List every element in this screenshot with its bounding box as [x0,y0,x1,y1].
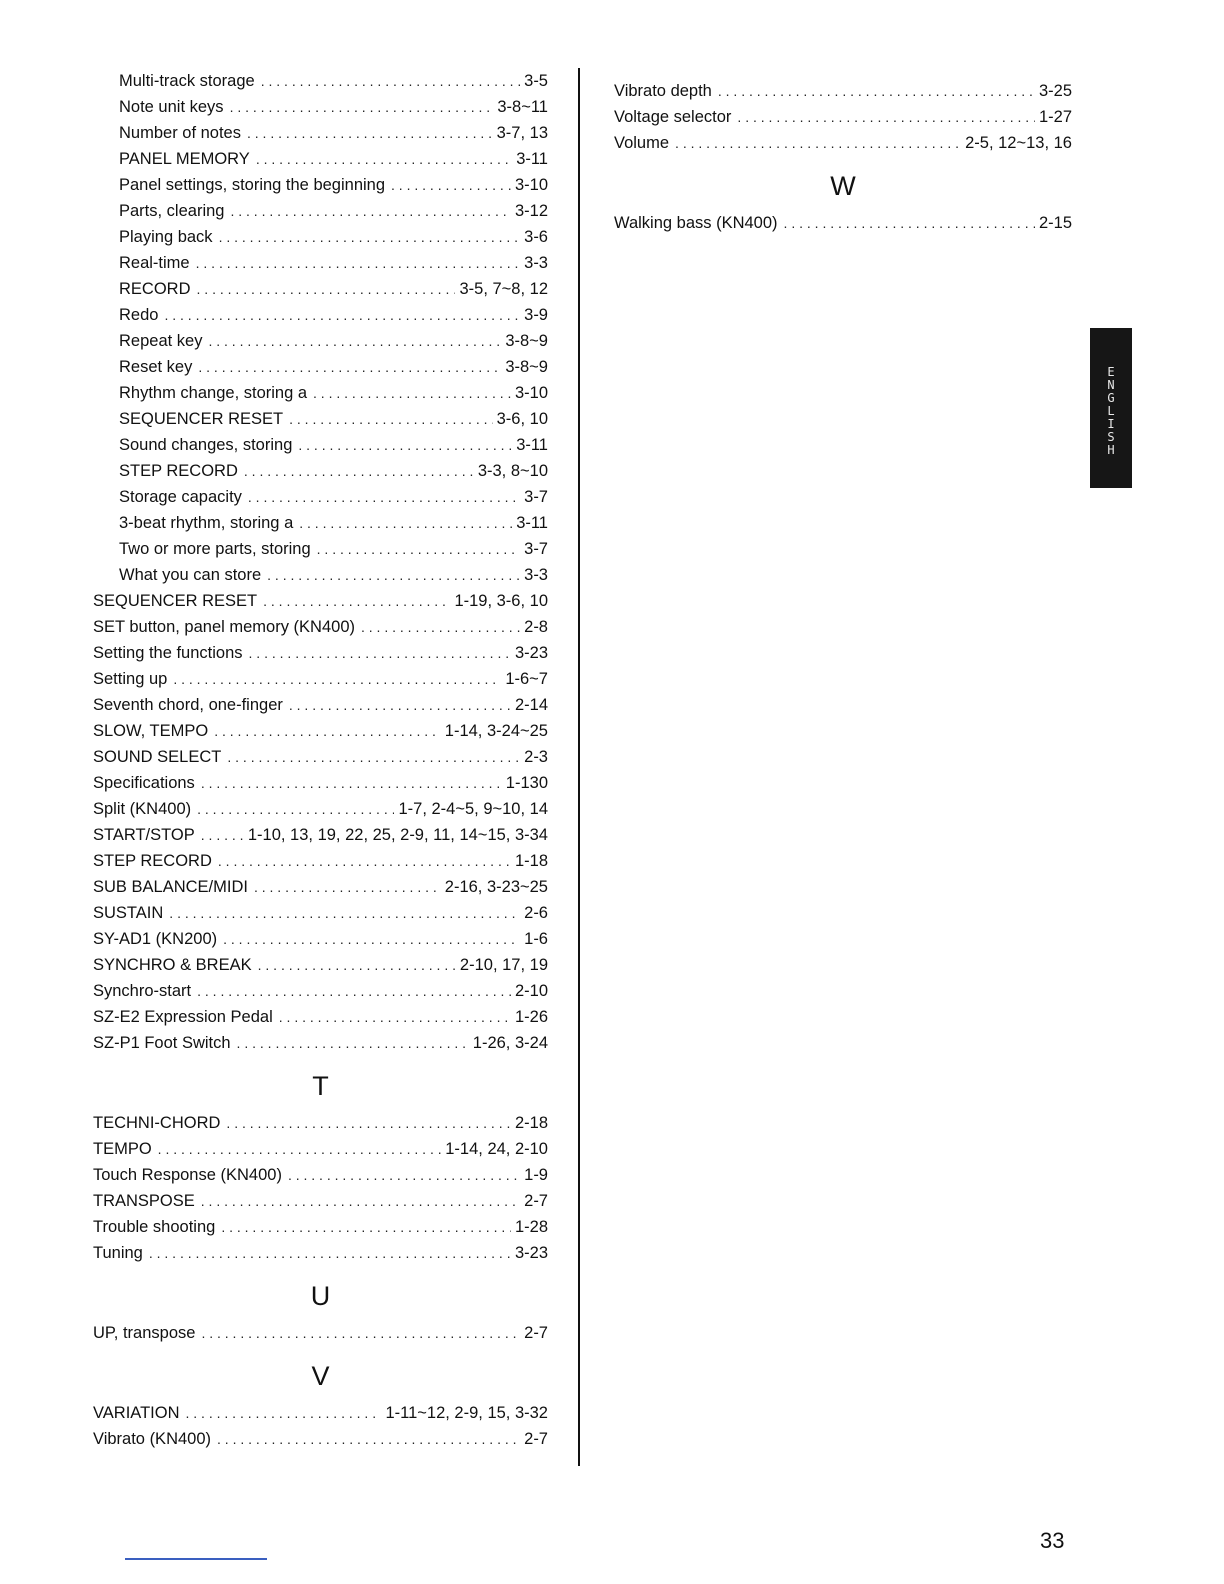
index-entry [93,276,548,302]
dot-leader [718,78,1035,104]
index-term: Rhythm change, storing a [119,384,308,402]
index-entry [93,198,548,224]
index-entry [93,1400,548,1426]
index-entry [93,770,548,796]
multitrack-subentries [93,68,548,588]
index-term: Note unit keys [119,98,224,116]
index-pages: 2-5, 12~13, 16 [965,134,1072,152]
language-tab-letter: G [1107,391,1115,405]
dot-leader [201,770,502,796]
index-term: Two or more parts, storing [119,540,311,558]
page-number: 33 [1040,1528,1065,1553]
index-entry [93,1030,548,1056]
index-entry [93,588,548,614]
index-pages: 3-7 [524,540,548,558]
index-entry [93,484,548,510]
index-entry [93,614,548,640]
index-term: Walking bass (KN400) [614,214,778,232]
index-pages: 3-25 [1038,82,1072,100]
index-entry [93,1214,548,1240]
index-entry [93,1426,548,1452]
dot-leader [254,874,441,900]
index-pages: 1-28 [514,1218,548,1236]
index-entry [614,104,1072,130]
index-term: TEMPO [93,1140,152,1158]
index-entry [93,120,548,146]
index-entry [93,458,548,484]
index-pages: 2-7 [524,1324,548,1342]
index-entry [93,1162,548,1188]
dot-leader [214,718,441,744]
index-pages: 1-10, 13, 19, 22, 25, 2-9, 11, 14~15, 3-34 [247,826,548,844]
index-entry [93,302,548,328]
dot-leader [289,692,511,718]
dot-leader [391,172,511,198]
v-entries [93,1400,548,1452]
dot-leader [185,1400,381,1426]
index-term: 3-beat rhythm, storing a [119,514,294,532]
dot-leader [201,1320,520,1346]
dot-leader [784,210,1035,236]
index-entry [93,380,548,406]
language-tab-letter: L [1107,404,1115,418]
section-letter-v: V [311,1361,330,1391]
index-entry [93,536,548,562]
index-entry [93,1136,548,1162]
index-term: Number of notes [119,124,241,142]
index-pages: 2-10 [514,982,548,1000]
index-term: Reset key [119,358,193,376]
dot-leader [263,588,450,614]
index-pages: 3-5 [524,72,548,90]
index-entry [93,822,548,848]
index-entry [93,146,548,172]
index-term: Sound changes, storing [119,436,293,454]
index-term: Multi-track storage [119,72,255,90]
dot-leader [298,432,512,458]
dot-leader [244,458,474,484]
index-term: Repeat key [119,332,203,350]
dot-leader [267,562,520,588]
dot-leader [237,1030,469,1056]
index-pages: 1-6 [524,930,548,948]
index-term: Parts, clearing [119,202,225,220]
dot-leader [361,614,520,640]
dot-leader [261,68,520,94]
dot-leader [256,146,512,172]
dot-leader [313,380,511,406]
t-entries [93,1110,548,1266]
dot-leader [317,536,520,562]
index-term: Trouble shooting [93,1218,216,1236]
index-term: Split (KN400) [93,800,192,818]
index-pages: 1-18 [514,852,548,870]
index-entry [93,354,548,380]
language-tab [1090,328,1132,488]
index-entry [93,666,548,692]
index-pages: 2-7 [524,1430,548,1448]
index-pages: 3-3 [524,566,548,584]
index-term: Setting the functions [93,644,243,662]
dot-leader [173,666,501,692]
column-divider [578,68,580,1466]
index-pages: 3-10 [514,176,548,194]
index-pages: 2-7 [524,1192,548,1210]
dot-leader [221,1214,511,1240]
index-term: Redo [119,306,159,324]
dot-leader [227,744,520,770]
dot-leader [248,484,520,510]
index-entry [93,692,548,718]
index-pages: 3-6, 10 [496,410,548,428]
section-letter-u: U [310,1281,331,1311]
dot-leader [218,848,511,874]
index-pages: 1-7, 2-4~5, 9~10, 14 [398,800,548,818]
index-entry [93,848,548,874]
left-index-column [93,68,548,1452]
index-entry [614,78,1072,104]
index-entry [93,328,548,354]
index-pages: 3-11 [516,514,548,532]
index-entry [93,926,548,952]
index-pages: 3-8~9 [505,358,548,376]
index-term: Storage capacity [119,488,242,506]
s-entries [93,588,548,1056]
index-entry [93,978,548,1004]
dot-leader [226,1110,511,1136]
language-tab-letter: H [1107,443,1115,457]
u-entries [93,1320,548,1346]
right-index-column [614,78,1072,236]
index-pages: 2-14 [514,696,548,714]
w-entries [614,210,1072,236]
index-term: Synchro-start [93,982,192,1000]
index-term: SOUND SELECT [93,748,222,766]
dot-leader [197,276,456,302]
index-entry [93,744,548,770]
dot-leader [196,250,521,276]
index-entry [93,172,548,198]
index-term: PANEL MEMORY [119,150,250,168]
index-pages: 1-9 [524,1166,548,1184]
index-term: Vibrato (KN400) [93,1430,212,1448]
index-term: SYNCHRO & BREAK [93,956,252,974]
index-term: Touch Response (KN400) [93,1166,282,1184]
index-term: SUSTAIN [93,904,164,922]
index-pages: 3-11 [516,150,548,168]
index-term: SZ-E2 Expression Pedal [93,1008,273,1026]
index-pages: 2-18 [514,1114,548,1132]
index-entry [93,224,548,250]
index-term: Vibrato depth [614,82,712,100]
index-term: SET button, panel memory (KN400) [93,618,355,636]
index-term: SY-AD1 (KN200) [93,930,218,948]
index-pages: 2-10, 17, 19 [459,956,548,974]
dot-leader [288,1162,520,1188]
index-pages: 3-8~11 [497,98,548,116]
index-entry [93,900,548,926]
index-term: Volume [614,134,670,152]
index-term: What you can store [119,566,262,584]
index-term: TECHNI-CHORD [93,1114,221,1132]
index-pages: 3-9 [524,306,548,324]
index-pages: 3-3, 8~10 [477,462,548,480]
index-term: STEP RECORD [93,852,212,870]
index-entry [93,562,548,588]
index-pages: 3-7 [524,488,548,506]
dot-leader [247,120,493,146]
index-entry [93,1320,548,1346]
index-term: Tuning [93,1244,143,1262]
dot-leader [149,1240,511,1266]
index-term: Specifications [93,774,195,792]
index-pages: 3-23 [514,644,548,662]
index-term: SEQUENCER RESET [119,410,284,428]
index-term: TRANSPOSE [93,1192,195,1210]
index-pages: 2-16, 3-23~25 [444,878,548,896]
dot-leader [258,952,456,978]
dot-leader [169,900,520,926]
index-term: VARIATION [93,1404,180,1422]
index-pages: 3-11 [516,436,548,454]
index-pages: 3-7, 13 [496,124,548,142]
index-term: Voltage selector [614,108,732,126]
index-term: Panel settings, storing the beginning [119,176,386,194]
index-pages: 1-26 [514,1008,548,1026]
index-term: Real-time [119,254,190,272]
index-pages: 1-27 [1038,108,1072,126]
index-term: SEQUENCER RESET [93,592,258,610]
dot-leader [197,796,394,822]
index-pages: 1-14, 24, 2-10 [445,1140,548,1158]
index-entry [614,210,1072,236]
language-tab-letter: E [1107,365,1115,379]
index-pages: 1-14, 3-24~25 [444,722,548,740]
language-tab-letter: S [1107,430,1115,444]
index-pages: 1-11~12, 2-9, 15, 3-32 [385,1404,548,1422]
dot-leader [737,104,1035,130]
index-term: UP, transpose [93,1324,196,1342]
index-term: Seventh chord, one-finger [93,696,283,714]
dot-leader [217,1426,520,1452]
v-entries-continued [614,78,1072,156]
index-pages: 3-6 [524,228,548,246]
index-entry [93,406,548,432]
index-pages: 3-5, 7~8, 12 [459,280,548,298]
dot-leader [223,926,520,952]
footer-rule [125,1558,267,1560]
index-pages: 3-3 [524,254,548,272]
index-term: SUB BALANCE/MIDI [93,878,248,896]
index-pages: 3-10 [514,384,548,402]
index-entry [93,432,548,458]
dot-leader [230,94,494,120]
index-entry [93,718,548,744]
index-pages: 2-6 [524,904,548,922]
index-entry [93,640,548,666]
index-entry [93,1110,548,1136]
dot-leader [164,302,520,328]
dot-leader [201,1188,520,1214]
index-entry [93,68,548,94]
section-letter-w: W [830,171,856,201]
dot-leader [299,510,512,536]
index-pages: 1-26, 3-24 [472,1034,548,1052]
index-term: Playing back [119,228,213,246]
dot-leader [197,978,511,1004]
index-entry [93,796,548,822]
language-tab-letter: N [1107,378,1115,392]
dot-leader [198,354,501,380]
dot-leader [249,640,511,666]
index-pages: 3-12 [514,202,548,220]
index-term: Setting up [93,670,168,688]
index-entry [93,1188,548,1214]
index-pages: 2-15 [1038,214,1072,232]
dot-leader [289,406,493,432]
language-tab-letter: I [1107,417,1115,431]
dot-leader [158,1136,442,1162]
index-entry [614,130,1072,156]
dot-leader [201,822,244,848]
index-pages: 1-6~7 [505,670,548,688]
index-pages: 2-8 [524,618,548,636]
dot-leader [230,198,511,224]
index-pages: 1-130 [505,774,548,792]
index-pages: 2-3 [524,748,548,766]
index-entry [93,874,548,900]
index-entry [93,250,548,276]
index-entry [93,510,548,536]
index-term: STEP RECORD [119,462,238,480]
index-term: SZ-P1 Foot Switch [93,1034,231,1052]
index-entry [93,1004,548,1030]
index-entry [93,1240,548,1266]
index-pages: 3-8~9 [505,332,548,350]
dot-leader [675,130,961,156]
index-pages: 3-23 [514,1244,548,1262]
section-letter-t: T [312,1071,329,1101]
index-entry [93,94,548,120]
index-term: START/STOP [93,826,195,844]
dot-leader [279,1004,511,1030]
dot-leader [219,224,521,250]
index-pages: 1-19, 3-6, 10 [454,592,548,610]
dot-leader [208,328,501,354]
index-term: SLOW, TEMPO [93,722,209,740]
index-entry [93,952,548,978]
index-term: RECORD [119,280,191,298]
